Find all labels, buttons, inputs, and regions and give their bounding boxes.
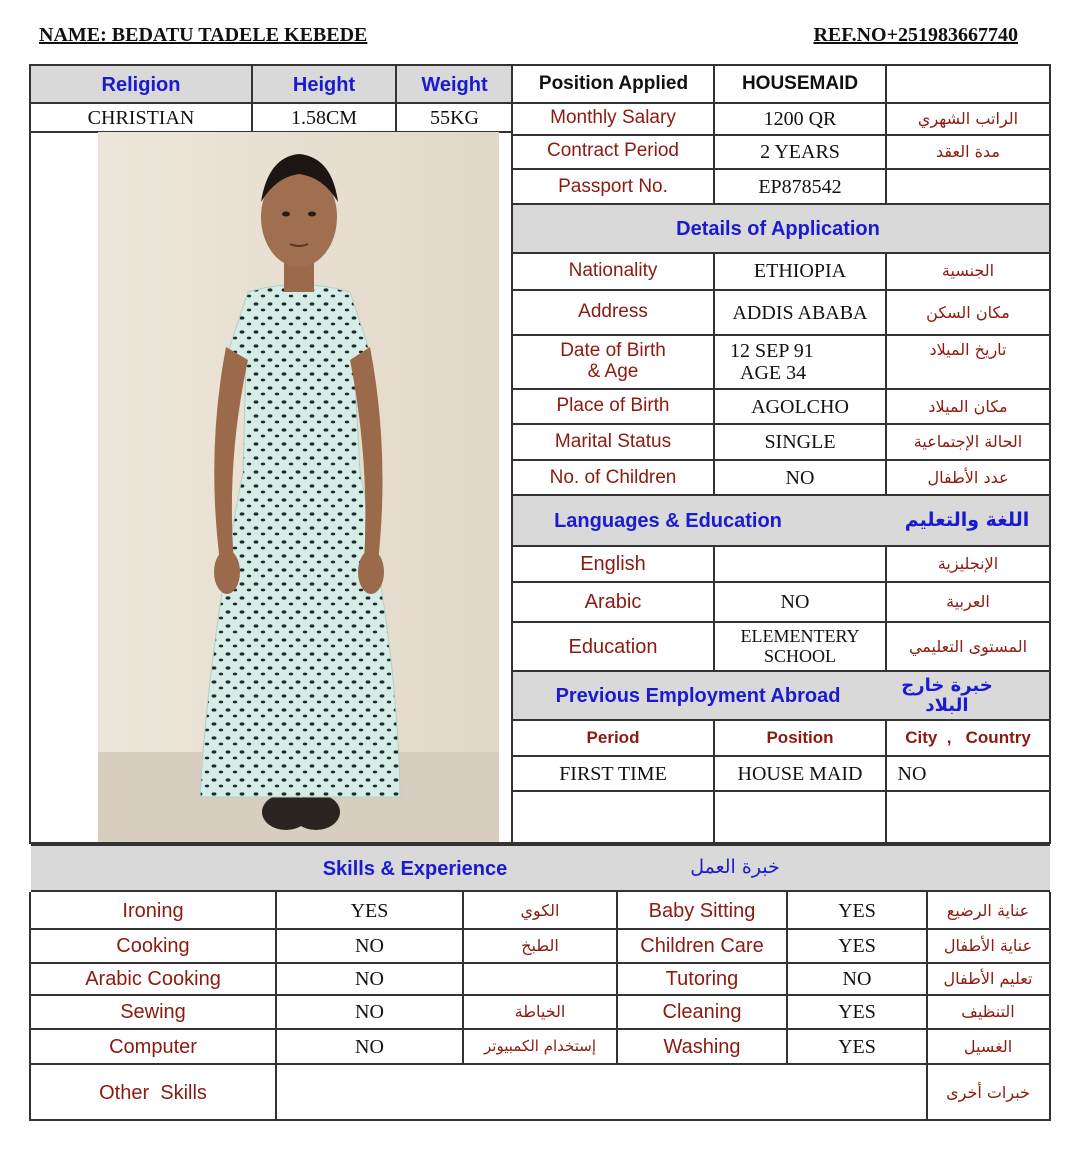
languages-heading: Languages & Education	[554, 509, 782, 532]
skill-sewing-arabic: الخياطة	[514, 1002, 566, 1022]
employment-heading: Previous Employment Abroad	[555, 684, 841, 707]
education-line2: SCHOOL	[763, 645, 836, 666]
contract-period-label: Contract Period	[546, 140, 679, 162]
contract-period-arabic: مدة العقد	[936, 141, 1000, 161]
arabic-label: Arabic	[584, 591, 642, 613]
employment-position: HOUSE MAID	[737, 762, 863, 785]
skill-washing-arabic: الغسيل	[963, 1036, 1013, 1056]
skill-children-care-label: Children Care	[640, 935, 764, 957]
address-arabic: مكان السكن	[926, 302, 1010, 322]
skill-computer-arabic: إستخدام الكمبيوتر	[484, 1037, 596, 1056]
skill-children-care-value: YES	[838, 935, 876, 957]
english-arabic: الإنجليزية	[937, 554, 999, 574]
weight-value: 55KG	[430, 106, 479, 129]
education-value	[715, 623, 885, 670]
dob-date: 12 SEP 91	[730, 340, 814, 362]
children-label: No. of Children	[549, 466, 677, 488]
employment-city: NO	[897, 762, 927, 785]
skill-tutoring-arabic: تعليم الأطفال	[943, 969, 1033, 989]
dob-label-line2: & Age	[587, 361, 639, 382]
position-applied-label: Position Applied	[538, 73, 689, 95]
skill-sewing-label: Sewing	[120, 1001, 186, 1023]
other-skills-label: Other Skills	[99, 1081, 207, 1104]
skill-washing-value: YES	[838, 1035, 876, 1058]
skill-tutoring-label: Tutoring	[665, 968, 739, 990]
skill-ironing-arabic: الكوي	[520, 901, 560, 921]
skills-heading-arabic: خبرة العمل	[690, 855, 780, 878]
monthly-salary-label: Monthly Salary	[550, 107, 676, 129]
passport-value: EP878542	[758, 176, 842, 198]
place-of-birth-value: AGOLCHO	[751, 395, 849, 418]
marital-status-value: SINGLE	[764, 431, 836, 453]
skills-heading: Skills & Experience	[322, 858, 508, 880]
skill-cleaning-label: Cleaning	[662, 1001, 742, 1023]
marital-status-arabic: الحالة الإجتماعية	[913, 432, 1023, 452]
passport-label: Passport No.	[558, 175, 668, 197]
marital-status-label: Marital Status	[554, 430, 672, 452]
arabic-value: NO	[780, 591, 810, 613]
skill-computer-value: NO	[355, 1035, 384, 1058]
applicant-name: NAME: BEDATU TADELE KEBEDE	[39, 24, 368, 46]
contract-period-value: 2 YEARS	[760, 140, 840, 163]
monthly-salary-value: 1200 QR	[763, 107, 837, 130]
employment-col-period: Period	[586, 727, 640, 747]
skill-cooking-value: NO	[355, 935, 384, 957]
weight-label: Weight	[421, 73, 488, 96]
religion-label: Religion	[101, 73, 181, 96]
employment-heading-arabic: خبرة خارج البلاد	[901, 674, 993, 716]
skill-washing-label: Washing	[663, 1035, 741, 1058]
skill-ironing-value: YES	[350, 900, 389, 922]
skill-baby-sitting-label: Baby Sitting	[648, 900, 756, 922]
position-applied-value: HOUSEMAID	[741, 73, 859, 95]
height-label: Height	[292, 73, 356, 96]
skill-cooking-label: Cooking	[116, 935, 190, 957]
skill-children-care-arabic: عناية الأطفال	[943, 936, 1033, 956]
english-value	[715, 547, 885, 581]
other-skills-arabic: خبرات أخرى	[946, 1082, 1030, 1102]
education-label: Education	[568, 635, 658, 658]
education-arabic: المستوى التعليمي	[908, 636, 1028, 656]
details-heading: Details of Application	[676, 217, 880, 240]
dob-label-line1: Date of Birth	[560, 340, 666, 362]
dob-value	[715, 336, 885, 388]
nationality-arabic: الجنسية	[941, 261, 995, 281]
monthly-salary-arabic: الراتب الشهري	[917, 108, 1019, 128]
skill-computer-label: Computer	[109, 1035, 197, 1058]
dob-arabic: تاريخ الميلاد	[929, 340, 1007, 360]
skill-arabic-cooking-label: Arabic Cooking	[85, 968, 221, 990]
skill-tutoring-value: NO	[842, 968, 872, 990]
reference-number: REF.NO+251983667740	[813, 24, 1018, 46]
place-of-birth-arabic: مكان الميلاد	[928, 396, 1008, 416]
height-value: 1.58CM	[290, 106, 358, 129]
arabic-arabic: العربية	[946, 592, 990, 612]
employment-col-position: Position	[766, 727, 834, 747]
children-arabic: عدد الأطفال	[927, 468, 1009, 488]
languages-heading-arabic: اللغة والتعليم	[904, 509, 1030, 532]
address-value: ADDIS ABABA	[732, 301, 868, 324]
skill-arabic-cooking-value: NO	[355, 968, 384, 990]
education-line1: ELEMENTERY	[740, 625, 860, 646]
skill-baby-sitting-arabic: عناية الرضيع	[946, 901, 1030, 921]
skill-ironing-label: Ironing	[122, 900, 184, 922]
applicant-photo	[98, 132, 499, 842]
employment-period: FIRST TIME	[559, 762, 667, 785]
skill-cleaning-value: YES	[838, 1001, 876, 1023]
address-label: Address	[578, 301, 648, 323]
dob-label	[513, 336, 713, 388]
skill-cleaning-arabic: التنظيف	[961, 1002, 1015, 1022]
nationality-value: ETHIOPIA	[753, 260, 847, 282]
skill-baby-sitting-value: YES	[838, 900, 876, 922]
place-of-birth-label: Place of Birth	[556, 395, 670, 417]
religion-value: CHRISTIAN	[87, 106, 195, 129]
skill-cooking-arabic: الطبخ	[521, 936, 559, 956]
nationality-label: Nationality	[568, 259, 658, 281]
dob-age: AGE 34	[740, 362, 807, 384]
skill-sewing-value: NO	[355, 1001, 384, 1023]
english-label: English	[580, 553, 646, 575]
employment-col-city: City , Country	[905, 727, 1031, 747]
children-value: NO	[785, 467, 815, 489]
